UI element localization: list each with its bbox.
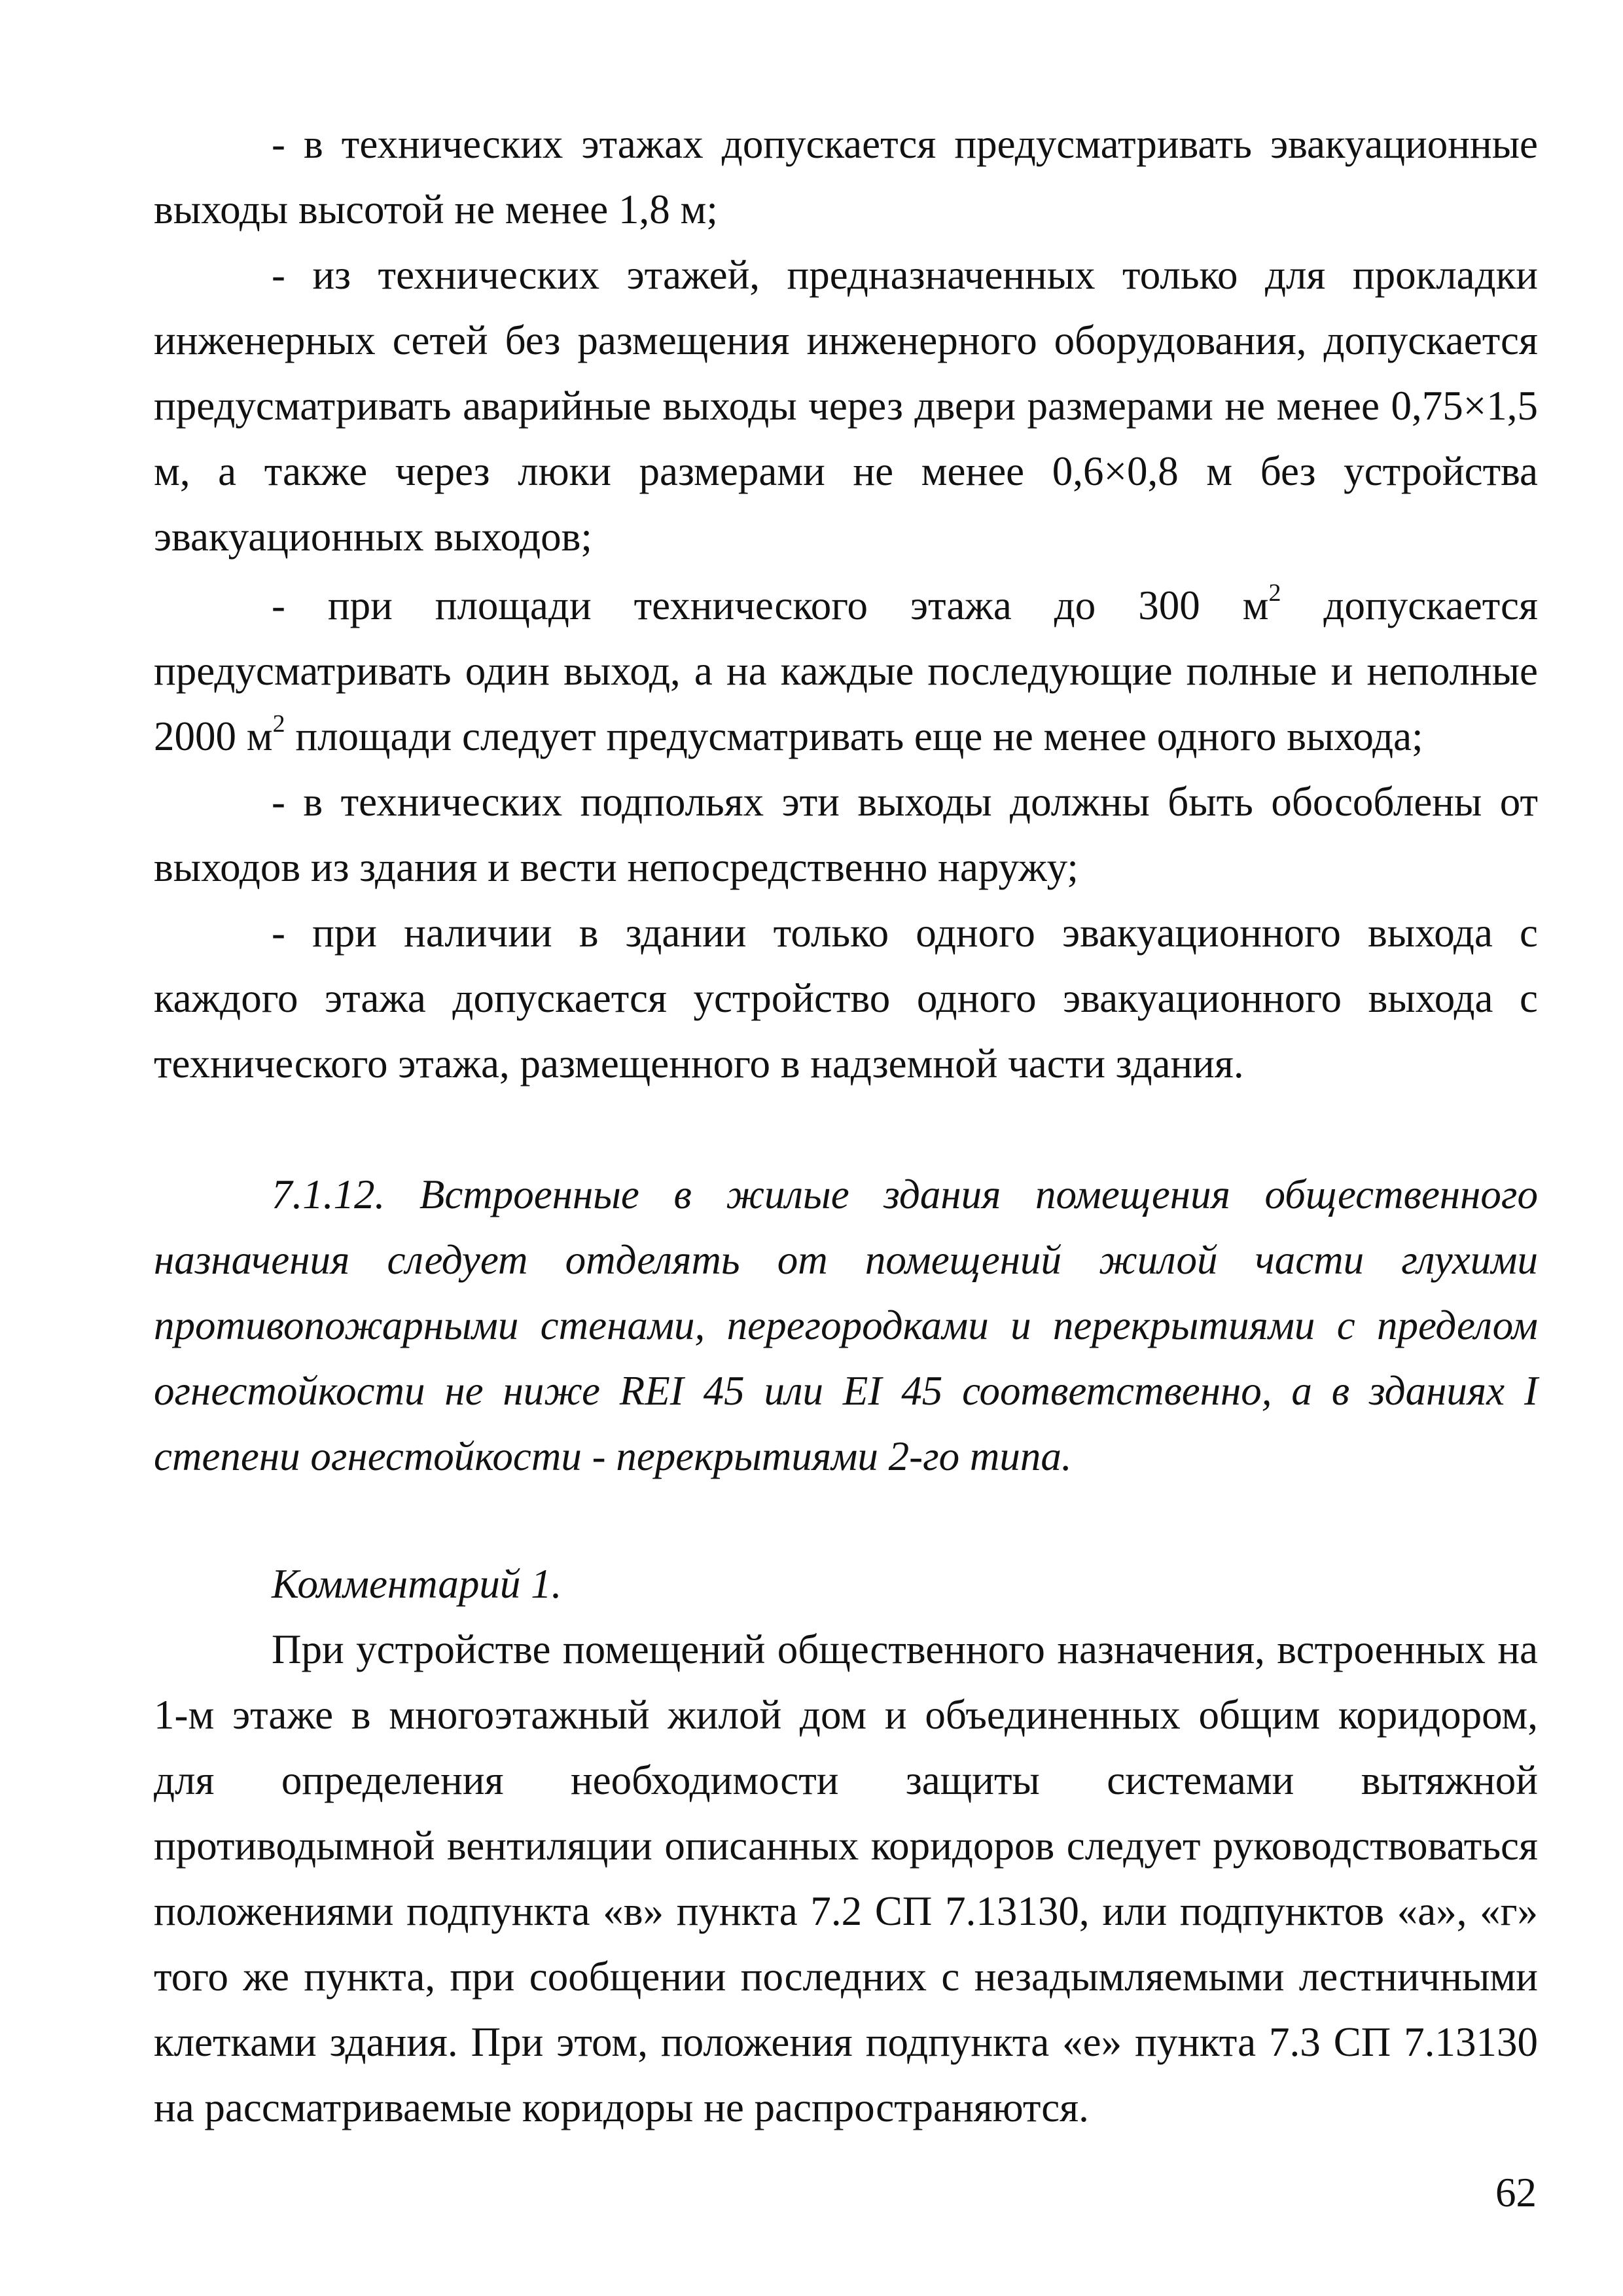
paragraph-part: допускается предусматривать один выход, а на каждые последующие полные и неполные 2000 м <box>154 583 1538 759</box>
paragraph-floor-area-exits <box>154 573 1538 769</box>
paragraph-part: - при площади технического этажа до 300 м <box>272 583 1269 628</box>
page-number: 62 <box>1495 2170 1537 2215</box>
superscript: 2 <box>272 710 285 738</box>
comment-heading: Комментарий 1. <box>272 1561 562 1607</box>
comment-text: При устройстве помещений общественного назначения, встроенных на 1-м этаже в многоэтажный жилой дом и объединенных общим коридором, для определения необходимости защиты системами вытяжной противодымной вентиляции описанных коридоров следует руководствоваться положениями подпункта «в» пункта 7.2 СП 7.13130, или подпунктов «а», «г» того же пункта, при сообщении последних с незадымляемыми лестничными клетками здания. При этом, положения подпункта «е» пункта 7.3 СП 7.13130 на рассматриваемые коридоры не распространяются. <box>154 1626 1538 2130</box>
paragraph-emergency-exits: - из технических этажей, предназначенных только для прокладки инженерных сетей без размещения инженерного оборудования, допускается предусматривать аварийные выходы через двери размерами не менее 0,75×1,5 м, а также через люки размерами не менее 0,6×0,8 м без устройства эвакуационных выходов; <box>154 252 1538 560</box>
paragraph-tech-floor-exit-height: - в технических этажах допускается предусматривать эвакуационные выходы высотой не менее 1,8 м; <box>154 121 1538 232</box>
paragraph-subfloor-exits: - в технических подпольях эти выходы должны быть обособлены от выходов из здания и вести непосредственно наружу; <box>154 779 1538 890</box>
paragraph-single-exit: - при наличии в здании только одного эвакуационного выхода с каждого этажа допускается устройство одного эвакуационного выхода с технического этажа, размещенного в надземной части здания. <box>154 910 1538 1086</box>
superscript: 2 <box>1268 579 1281 607</box>
paragraph-part: площади следует предусматривать еще не менее одного выхода; <box>285 713 1423 759</box>
clause-7-1-12: 7.1.12. Встроенные в жилые здания помещения общественного назначения следует отделять от помещений жилой части глухими противопожарными стенами, перегородками и перекрытиями с пределом огнестойкости не ниже REI 45 или EI 45 соответственно, а в зданиях I степени огнестойкости - перекрытиями 2-го типа. <box>154 1172 1538 1479</box>
